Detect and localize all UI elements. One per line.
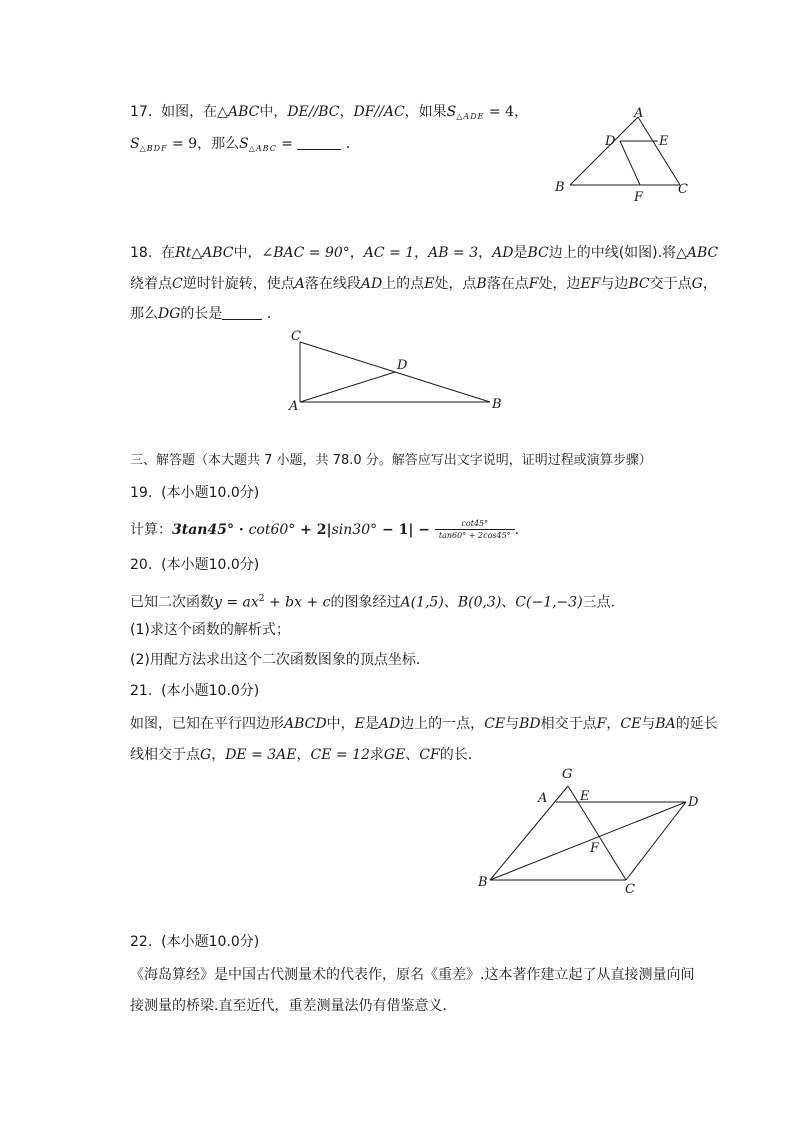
q17-line1: 17. 如图，在△ABC中，DE//BC，DF//AC，如果$S_{\triangle ADE} = 4$， [130,104,528,121]
segment-df [620,141,640,185]
q19-number: 19. [130,485,153,501]
label-d: D [397,358,408,373]
line-gc [568,786,626,880]
q20-number: 20. [130,557,153,573]
q17-triangle-figure [550,105,700,205]
q18-line3: 那么DG的长是 ． [130,306,281,322]
q22-number: 22. [130,934,153,950]
q18-line1: 18. 在Rt△ABC中，∠BAC = 90°，AC = 1，AB = 3，AD是BC边上的中线(如图).将△ABC [130,245,719,261]
q21-line1: 如图，已知在平行四边形ABCD中，E是AD边上的一点，CE与BD相交于点F，CE与BA的延长 [130,716,718,732]
q18-number: 18. [130,245,153,261]
q18-answer-blank[interactable] [222,305,262,320]
label-d: D [605,134,616,149]
line-bg [490,786,568,880]
label-b: B [478,875,488,890]
label-f: F [590,841,600,856]
q20-subquestion-2: (2)用配方法求出这个二次函数图象的顶点坐标． [130,652,430,668]
q17-answer-blank[interactable] [297,135,341,150]
q18-line2: 绕着点C逆时针旋转，使点A落在线段AD上的点E处，点B落在点F处，边EF与边BC交于点G， [130,276,717,292]
q17-number: 17. [130,104,153,120]
side-ac [638,117,680,185]
label-a: A [289,399,299,414]
q20-subquestion-1: (1)求这个函数的解析式； [130,622,290,638]
side-ab [570,117,638,185]
label-f: F [634,190,644,205]
q19-heading: 19. (本小题10.0分) [130,485,260,501]
median-ad [300,372,395,402]
label-b: B [492,397,502,412]
label-b: B [555,180,565,195]
q21-parallelogram-figure [470,760,710,895]
label-a: A [538,791,548,806]
q21-number: 21. [130,683,153,699]
q22-heading: 22. (本小题10.0分) [130,934,260,950]
label-c: C [625,882,635,897]
label-d: D [688,795,699,810]
label-e: E [580,789,590,804]
q18-triangle-figure [285,330,515,415]
q22-line2: 接测量的桥梁.直至近代，重差测量法仍有借鉴意义． [130,998,457,1014]
q21-line2: 线相交于点G，DE = 3AE，CE = 12求GE、CF的长． [130,747,482,763]
q21-heading: 21. (本小题10.0分) [130,683,260,699]
label-e: E [659,134,669,149]
q17-line2: $S_{\triangle BDF} = 9$，那么$S_{\triangle ABC}$ = ． [130,136,360,153]
q19-expression: 计算：3tan45° · cot60° + 2|sin30° − 1| − $\frac{\cot 45^\circ}{\tan 60^\circ + 2\cos 45^\circ}$ . [130,519,520,540]
label-a: A [634,106,644,121]
q22-line1: 《海岛算经》是中国古代测量术的代表作，原名《重差》.这本著作建立起了从直接测量向间 [130,967,695,983]
label-c: C [678,182,688,197]
label-g: G [562,767,573,782]
q20-heading: 20. (本小题10.0分) [130,557,260,573]
label-c: C [291,329,301,344]
q19-fraction: $\frac{\cot 45^\circ}{\tan 60^\circ + 2\cos 45^\circ}$ [435,519,515,541]
section3-header: 三、解答题（本大题共 7 小题，共 78.0 分。解答应写出文字说明，证明过程或演算步骤） [130,453,652,468]
q20-line1: 已知二次函数$y = ax^2$ + bx + c的图象经过A(1,5)、B(0,3)、C(−1,−3)三点． [130,594,625,611]
